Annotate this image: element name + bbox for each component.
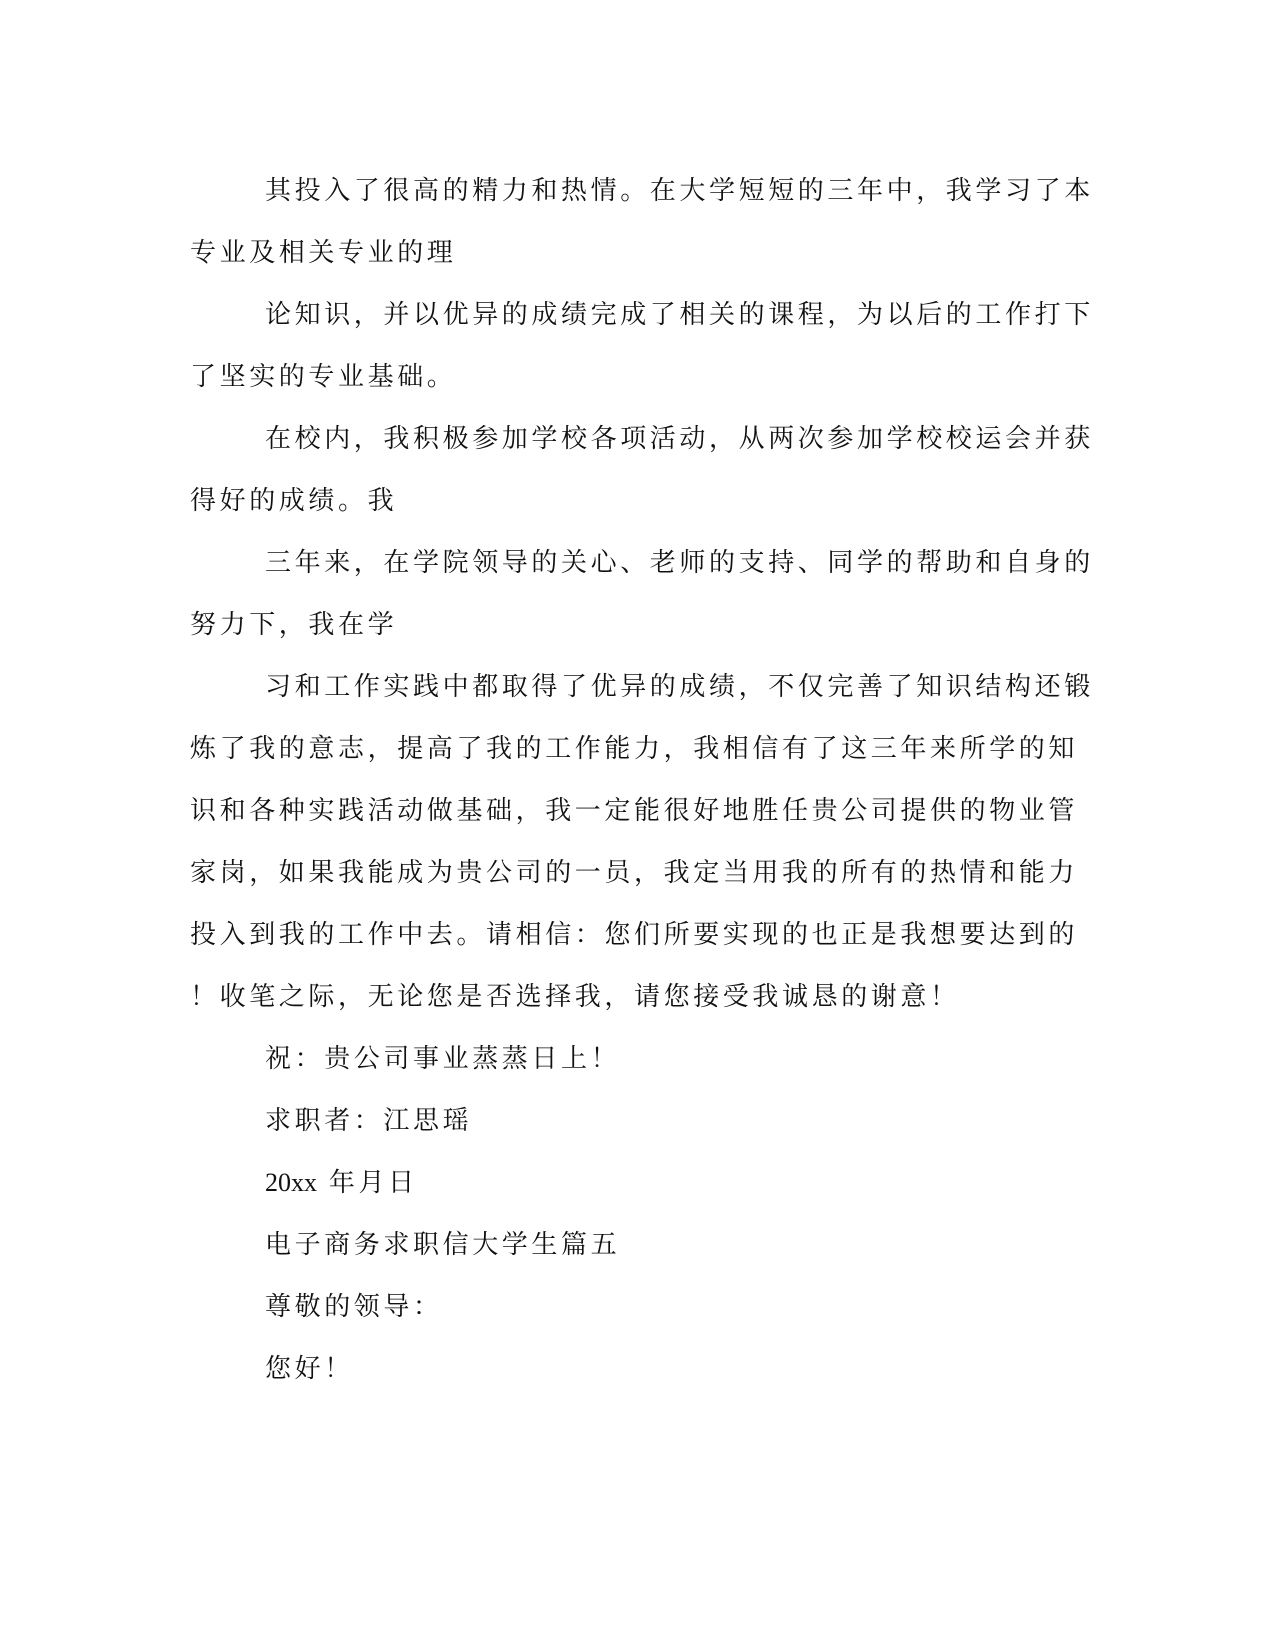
paragraph-line: 论知识，并以优异的成绩完成了相关的课程，为以后的工作打下 bbox=[265, 300, 1094, 330]
section-title bbox=[190, 1214, 1081, 1276]
paragraph-line: 得好的成绩。我 bbox=[190, 486, 398, 516]
greeting bbox=[190, 1338, 1081, 1400]
paragraph-line: 其投入了很高的精力和热情。在大学短短的三年中，我学习了本 bbox=[265, 176, 1094, 206]
paragraph-line: 识和各种实践活动做基础，我一定能很好地胜任贵公司提供的物业管 bbox=[190, 796, 1079, 826]
paragraph-line: 了坚实的专业基础。 bbox=[190, 362, 457, 392]
paragraph-line: 习和工作实践中都取得了优异的成绩，不仅完善了知识结构还锻 bbox=[265, 672, 1094, 702]
salutation bbox=[190, 1276, 1081, 1338]
paragraph-4 bbox=[190, 532, 1094, 656]
date-line bbox=[190, 1152, 1081, 1214]
signature-text: 求职者：江思瑶 bbox=[265, 1106, 473, 1136]
paragraph-line: 努力下，我在学 bbox=[190, 610, 398, 640]
paragraph-line: 炼了我的意志，提高了我的工作能力，我相信有了这三年来所学的知 bbox=[190, 734, 1079, 764]
paragraph-line: 家岗，如果我能成为贵公司的一员，我定当用我的所有的热情和能力 bbox=[190, 858, 1079, 888]
paragraph-2 bbox=[190, 284, 1094, 408]
section-title-text: 电子商务求职信大学生篇五 bbox=[265, 1230, 621, 1260]
closing-wish bbox=[190, 1028, 1081, 1090]
paragraph-line: 专业及相关专业的理 bbox=[190, 238, 457, 268]
date-rest: 年月日 bbox=[317, 1168, 418, 1198]
letter-body bbox=[190, 160, 1094, 1400]
salutation-text: 尊敬的领导： bbox=[265, 1292, 443, 1322]
date bbox=[190, 1152, 1081, 1214]
closing-wish-text: 祝：贵公司事业蒸蒸日上！ bbox=[265, 1044, 621, 1074]
greeting-text: 您好！ bbox=[265, 1354, 354, 1384]
paragraph-line: 投入到我的工作中去。请相信：您们所要实现的也正是我想要达到的 bbox=[190, 920, 1079, 950]
paragraph-line: ！收笔之际，无论您是否选择我，请您接受我诚恳的谢意！ bbox=[190, 982, 960, 1012]
date-year: 20xx bbox=[265, 1168, 317, 1197]
paragraph-line: 三年来，在学院领导的关心、老师的支持、同学的帮助和自身的 bbox=[265, 548, 1094, 578]
paragraph-3 bbox=[190, 408, 1094, 532]
paragraph-line: 在校内，我积极参加学校各项活动，从两次参加学校校运会并获 bbox=[265, 424, 1094, 454]
signature bbox=[190, 1090, 1081, 1152]
paragraph-5 bbox=[190, 656, 1094, 1028]
paragraph-1 bbox=[190, 160, 1094, 284]
